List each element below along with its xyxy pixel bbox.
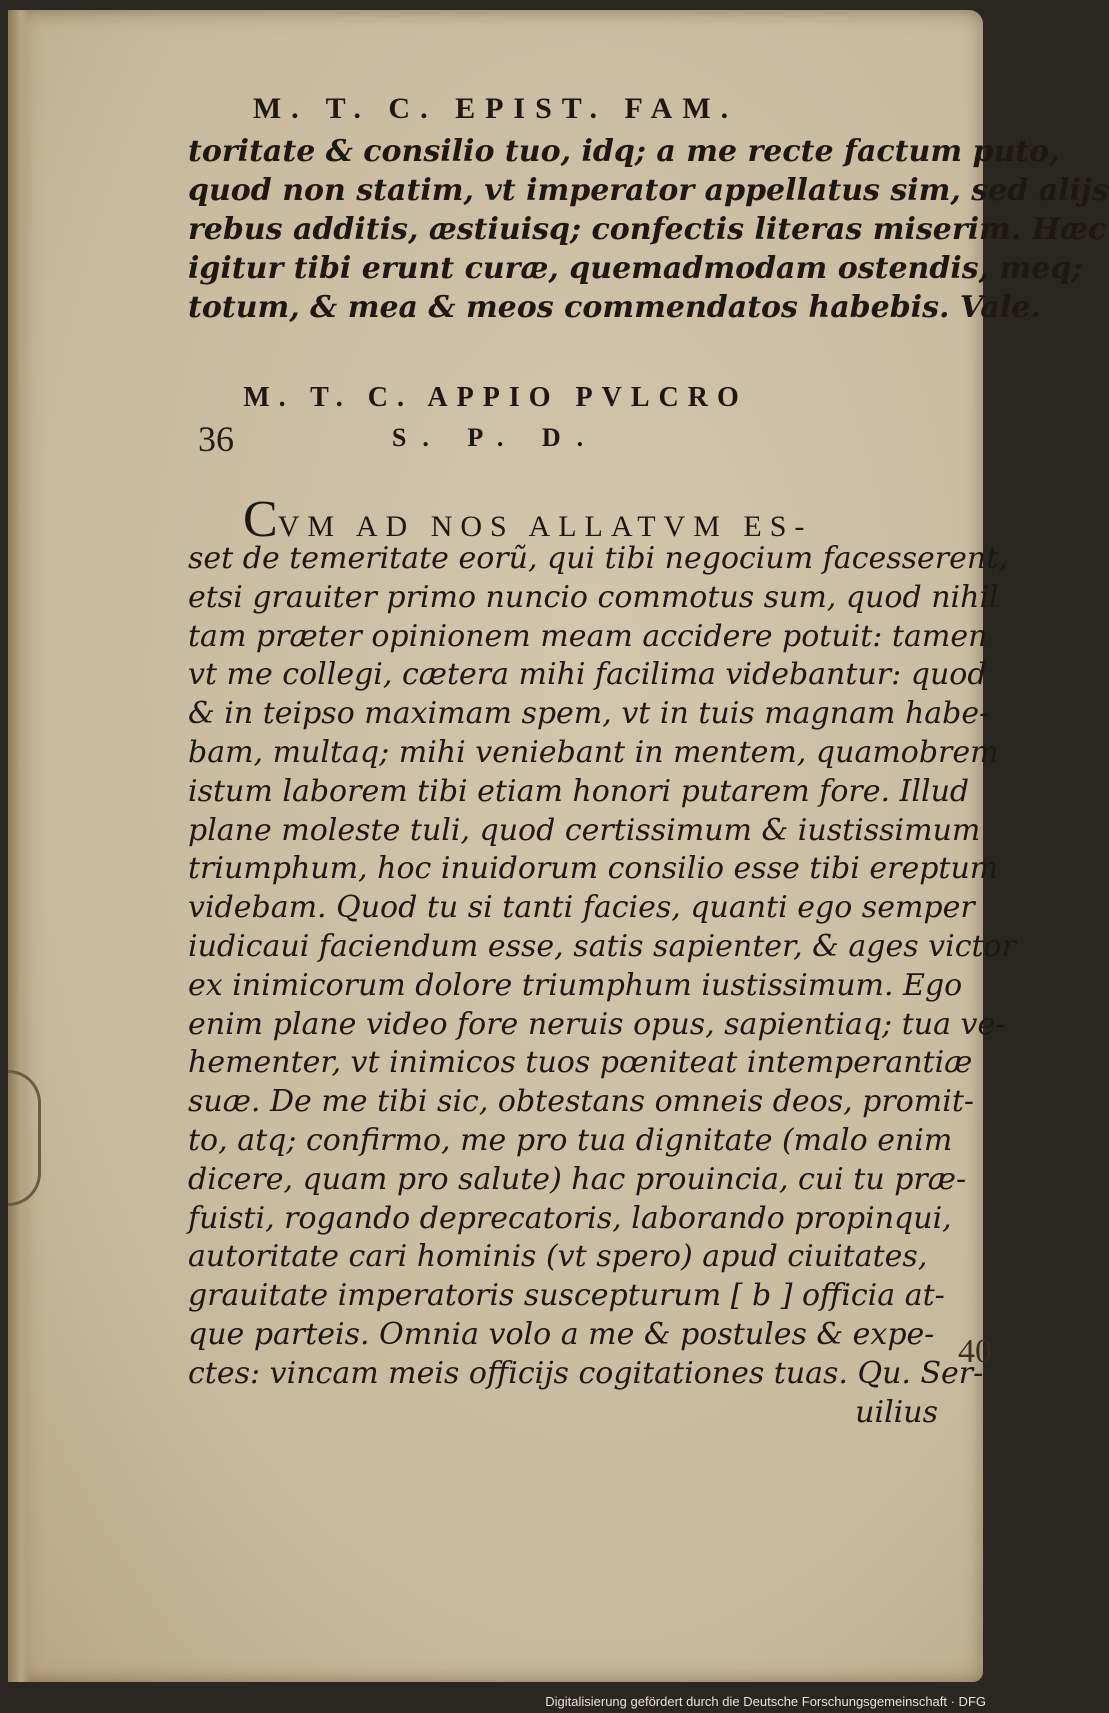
catchword: uilius (855, 1394, 938, 1430)
text-line: set de temeritate eorũ, qui tibi negocium facesserent, (188, 541, 1008, 576)
text-line: triumphum, hoc inuidorum consilio esse tibi ereptum (188, 851, 999, 887)
text-line: suæ. De me tibi sic, obtestans omneis deos, promit- (188, 1084, 975, 1120)
margin-number: 40 (958, 1333, 992, 1370)
text-line: vt me collegi, cætera mihi facilima videbantur: quod (188, 657, 987, 693)
text-line: ex inimicorum dolore triumphum iustissimum. Ego (188, 967, 963, 1003)
text-line: rebus additis, æstiuisq; confectis literas miserim. Hæc (188, 212, 1107, 247)
text-line: igitur tibi erunt curæ, quemadmodam ostendis, meq; (188, 251, 1083, 286)
book-page (8, 10, 1109, 1682)
text-line: quod non statim, vt imperator appellatus sim, sed alijs (188, 173, 1109, 208)
text-line: totum, & mea & meos commendatos habebis. Vale. (188, 290, 1041, 325)
text-line: & in teipso maximam spem, vt in tuis magnam habe- (188, 696, 990, 732)
letter-number: 36 (198, 419, 234, 459)
drop-initial: C (243, 491, 278, 548)
text-line: grauitate imperatoris suscepturum [ b ] officia at- (188, 1278, 945, 1314)
letter-salutation: S. P. D. (391, 423, 600, 452)
incipit-caps: VM AD NOS ALLATVM ES- (277, 510, 813, 543)
text-line: etsi grauiter primo nuncio commotus sum, quod nihil (188, 579, 999, 615)
top-paragraph (188, 132, 1109, 327)
text-line: ctes: vincam meis officijs cogitationes tuas. Qu. Ser- (188, 1355, 984, 1391)
text-line: videbam. Quod tu si tanti facies, quanti ego semper (188, 890, 975, 926)
text-line: dicere, quam pro salute) hac prouincia, cui tu præ- (188, 1161, 967, 1197)
digitization-credit: Digitalisierung gefördert durch die Deutsche Forschungsgemeinschaft · DFG (545, 1694, 986, 1709)
letter-heading: M. T. C. APPIO PVLCRO (243, 382, 748, 413)
text-line: hementer, vt inimicos tuos pœniteat intemperantiæ (188, 1045, 973, 1081)
running-head: M. T. C. EPIST. FAM. (252, 92, 739, 125)
text-line: istum laborem tibi etiam honori putarem fore. Illud (188, 773, 970, 809)
text-line: enim plane video fore neruis opus, sapientiaq; tua ve- (188, 1006, 1006, 1042)
page-gutter (8, 10, 30, 1682)
text-line: autoritate cari hominis (vt spero) apud ciuitates, (188, 1239, 928, 1275)
text-line: fuisti, rogando deprecatoris, laborando propinqui, (188, 1200, 952, 1236)
text-line: bam, multaq; mihi veniebant in mentem, quamobrem (188, 734, 999, 770)
text-line: tam præter opinionem meam accidere potuit: tamen (188, 618, 988, 654)
text-line: que parteis. Omnia volo a me & postules & expe- (188, 1316, 935, 1352)
text-line: toritate & consilio tuo, idq; a me recte factum puto, (188, 134, 1060, 169)
text-line: plane moleste tuli, quod certissimum & iustissimum (188, 812, 981, 848)
binding-clasp (8, 1070, 41, 1206)
text-line: iudicaui faciendum esse, satis sapienter, & ages victor (188, 928, 1016, 964)
text-line: to, atq; confirmo, me pro tua dignitate (malo enim (188, 1122, 953, 1158)
